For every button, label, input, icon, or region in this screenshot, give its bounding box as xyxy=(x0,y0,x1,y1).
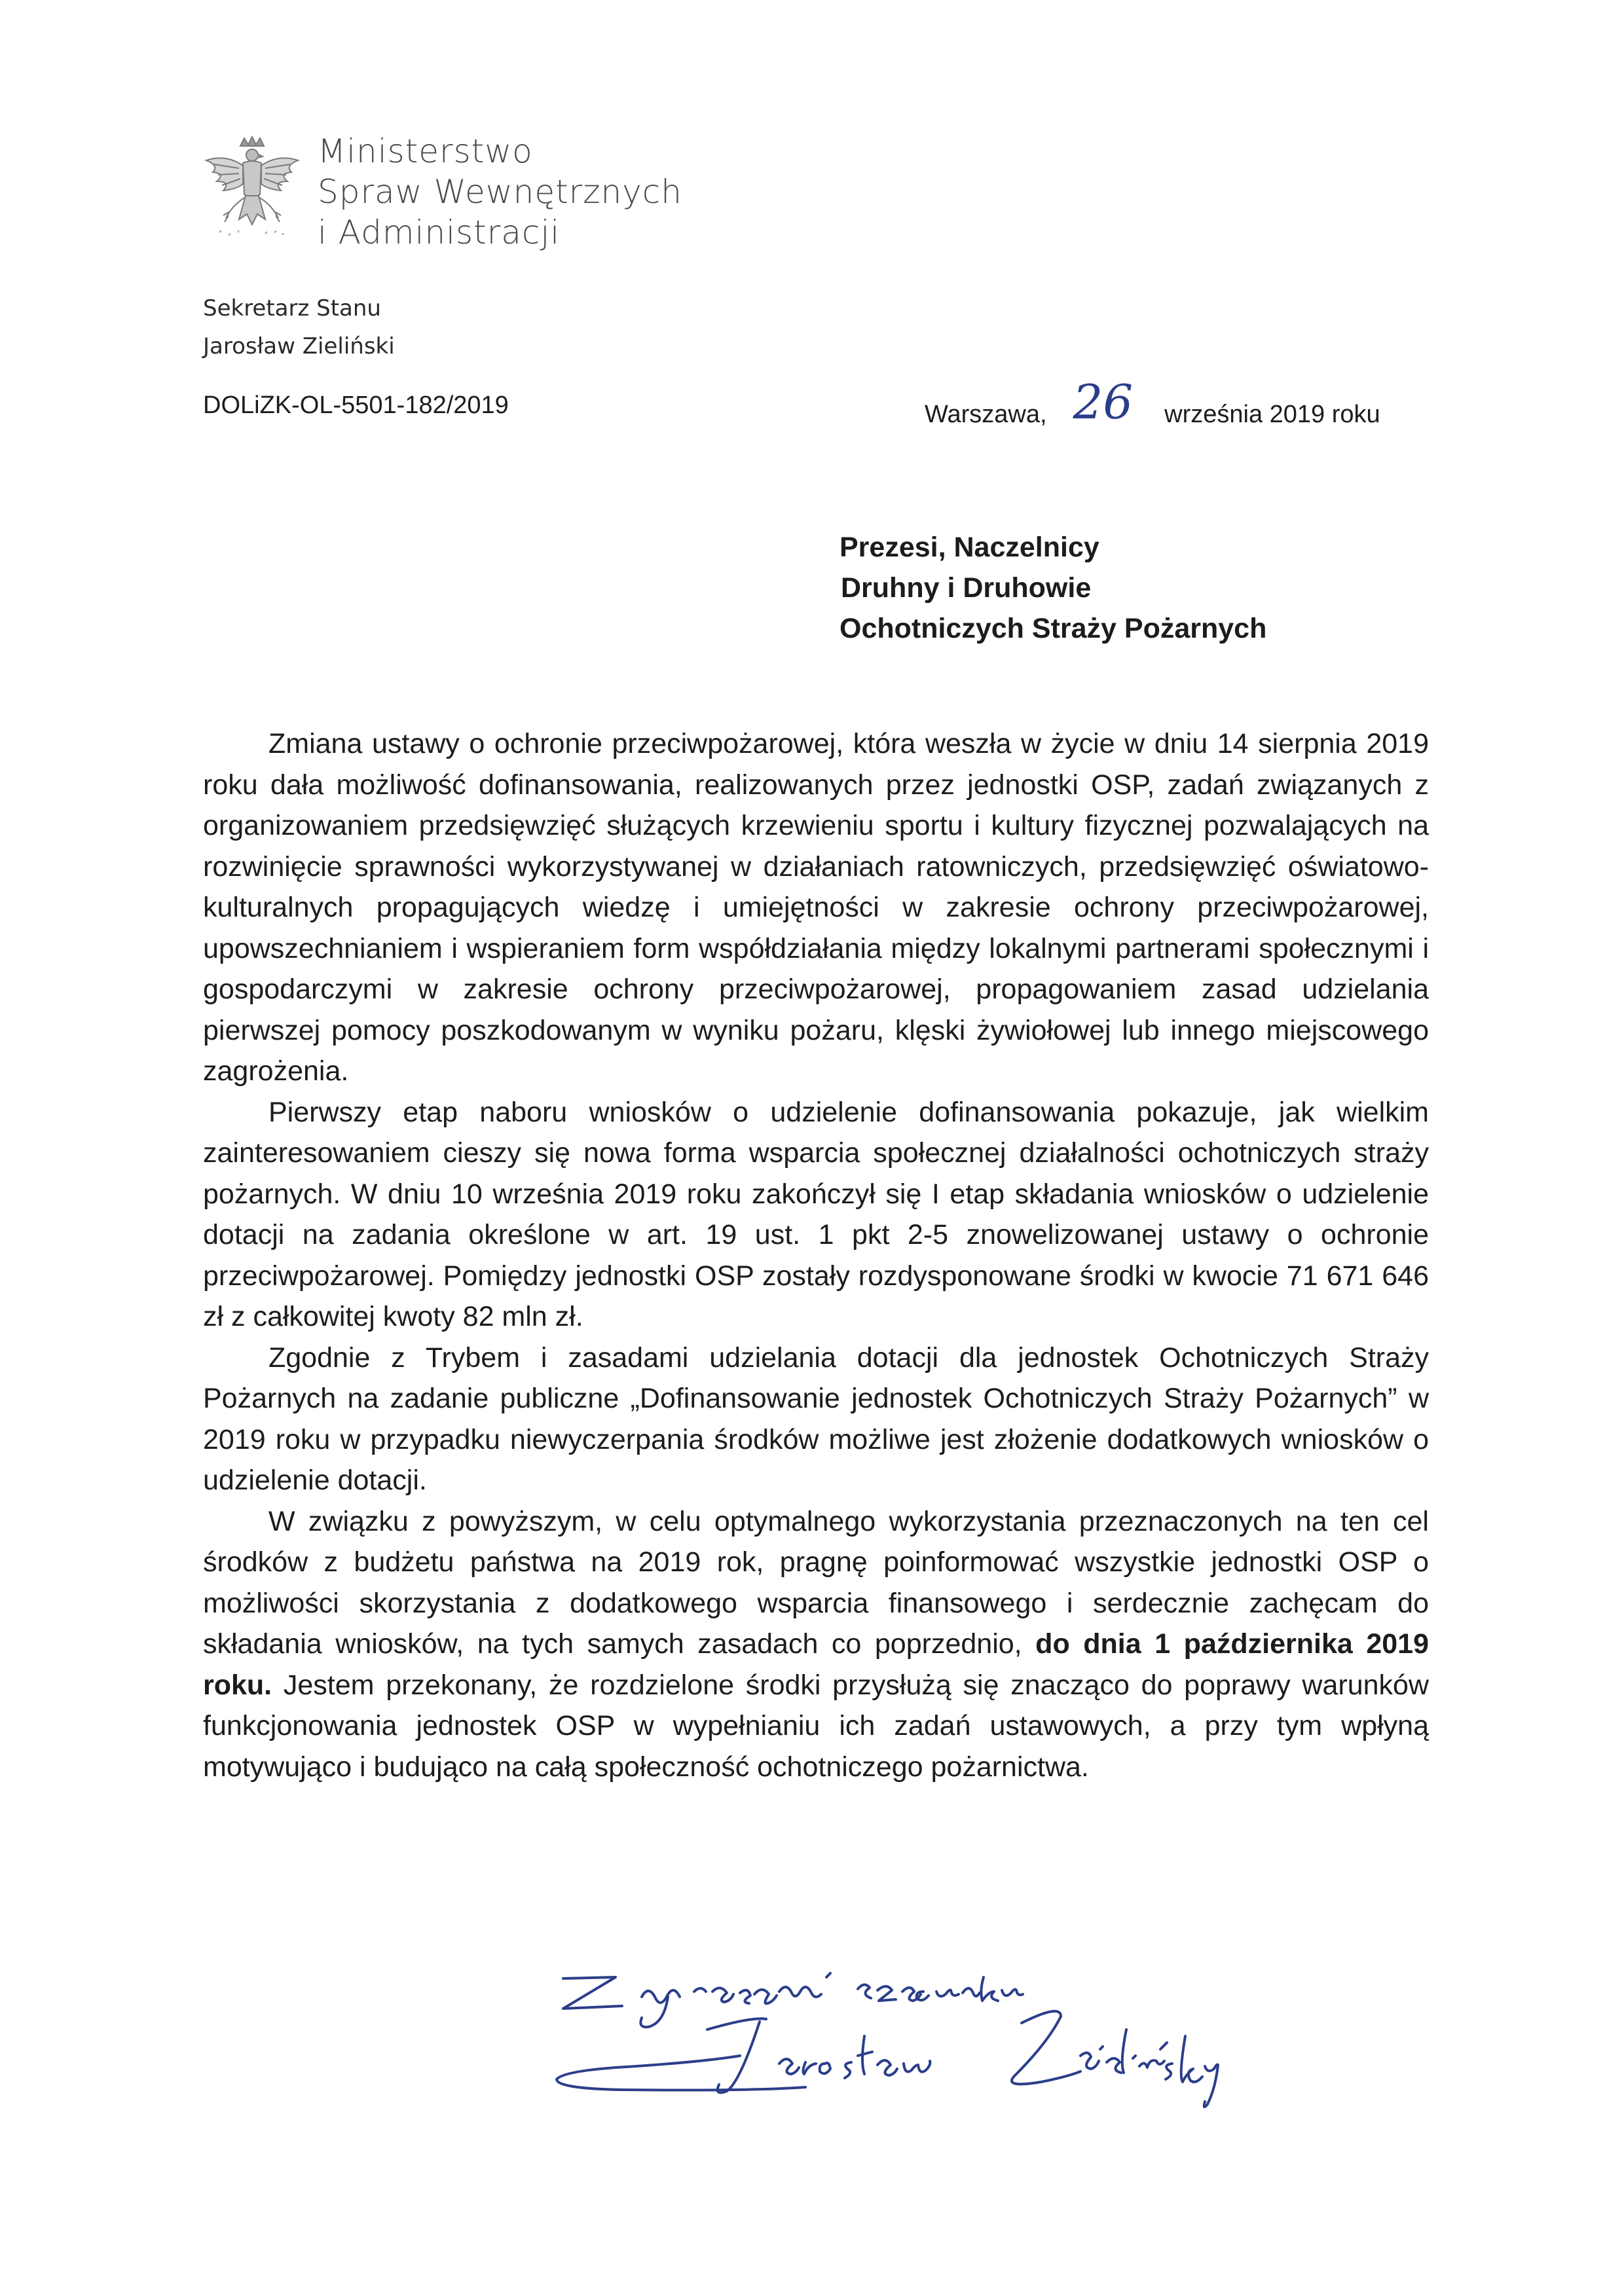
date-day-handwritten: 26 xyxy=(1073,374,1134,429)
eagle-emblem-icon xyxy=(200,134,304,246)
ministry-name xyxy=(318,131,682,253)
date-place: Warszawa, xyxy=(925,401,1047,428)
letter-body xyxy=(203,723,1429,1787)
body-paragraph xyxy=(203,1501,1429,1788)
ministry-line: i Administracji xyxy=(318,213,561,251)
reference-number: DOLiZK-OL-5501-182/2019 xyxy=(203,392,509,419)
letter-date xyxy=(925,374,1380,433)
sender-block xyxy=(203,289,395,365)
handwritten-signature xyxy=(544,1951,1460,2187)
body-paragraph: Zmiana ustawy o ochronie przeciwpożarowej, która weszła w życie w dniu 14 sierpnia 2019 roku dała możliwość dofinansowania, realizowanych przez jednostki OSP, zadań związanych z organizowaniem przedsięwzięć służących krzewieniu sportu i kultury fizycznej pozwalających na rozwinięcie sprawności wykorzystywanej w działaniach ratowniczych, przedsięwzięć oświatowo-kulturalnych propagujących wiedzę i umiejętności w zakresie ochrony przeciwpożarowej, upowszechnianiem i wspieraniem form współdziałania między lokalnymi partnerami społecznymi i gospodarczymi w zakresie ochrony przeciwpożarowej, propagowaniem zasad udzielania pierwszej pomocy poszkodowanym w wyniku pożaru, klęski żywiołowej lub innego miejscowego zagrożenia. xyxy=(203,728,1429,1087)
addressee-line: Ochotniczych Straży Pożarnych xyxy=(840,613,1267,644)
ministry-line: Spraw Wewnętrznych xyxy=(318,173,682,211)
ministry-line: Ministerstwo xyxy=(318,132,533,170)
body-paragraph: Pierwszy etap naboru wniosków o udzielenie dofinansowania pokazuje, jak wielkim zainteresowaniem cieszy się nowa forma wsparcia społecznej działalności ochotniczych straży pożarnych. W dniu 10 września 2019 roku zakończył się I etap składania wniosków o udzielenie dotacji na zadania określone w art. 19 ust. 1 pkt 2-5 znowelizowanej ustawy o ochronie przeciwpożarowej. Pomiędzy jednostki OSP zostały rozdysponowane środki w kwocie 71 671 646 zł z całkowitej kwoty 82 mln zł. xyxy=(203,1096,1429,1332)
body-text: W związku z powyższym, w celu optymalnego wykorzystania przeznaczonych na ten cel środków z budżetu państwa na 2019 rok, pragnę poinformować wszystkie jednostki OSP o możliwości skorzystania z dodatkowego wsparcia finansowego i serdecznie zachęcam do składania wniosków, na tych samych zasadach co poprzednio, xyxy=(203,1505,1429,1660)
addressee-line: Druhny i Druhowie xyxy=(841,572,1092,604)
body-text: Jestem przekonany, że rozdzielone środki przysłużą się znacząco do poprawy warunków funkcjonowania jednostek OSP w wypełnianiu ich zadań ustawowych, a przy tym wpłyną motywująco i budująco na całą społeczność ochotniczego pożarnictwa. xyxy=(203,1669,1429,1783)
sender-name: Jarosław Zieliński xyxy=(203,333,395,359)
addressee-line: Prezesi, Naczelnicy xyxy=(840,532,1099,563)
addressee-block xyxy=(840,527,1266,649)
body-paragraph: Zgodnie z Trybem i zasadami udzielania dotacji dla jednostek Ochotniczych Straży Pożarnych na zadanie publiczne „Dofinansowanie jednostek Ochotniczych Straży Pożarnych” w 2019 roku w przypadku niewyczerpania środków możliwe jest złożenie dodatkowych wniosków o udzielenie dotacji. xyxy=(203,1341,1429,1496)
deadline-emphasis: do dnia 1 października 2019 roku. xyxy=(203,1628,1429,1701)
date-month-year: września 2019 roku xyxy=(1164,401,1380,428)
sender-title: Sekretarz Stanu xyxy=(203,295,381,321)
